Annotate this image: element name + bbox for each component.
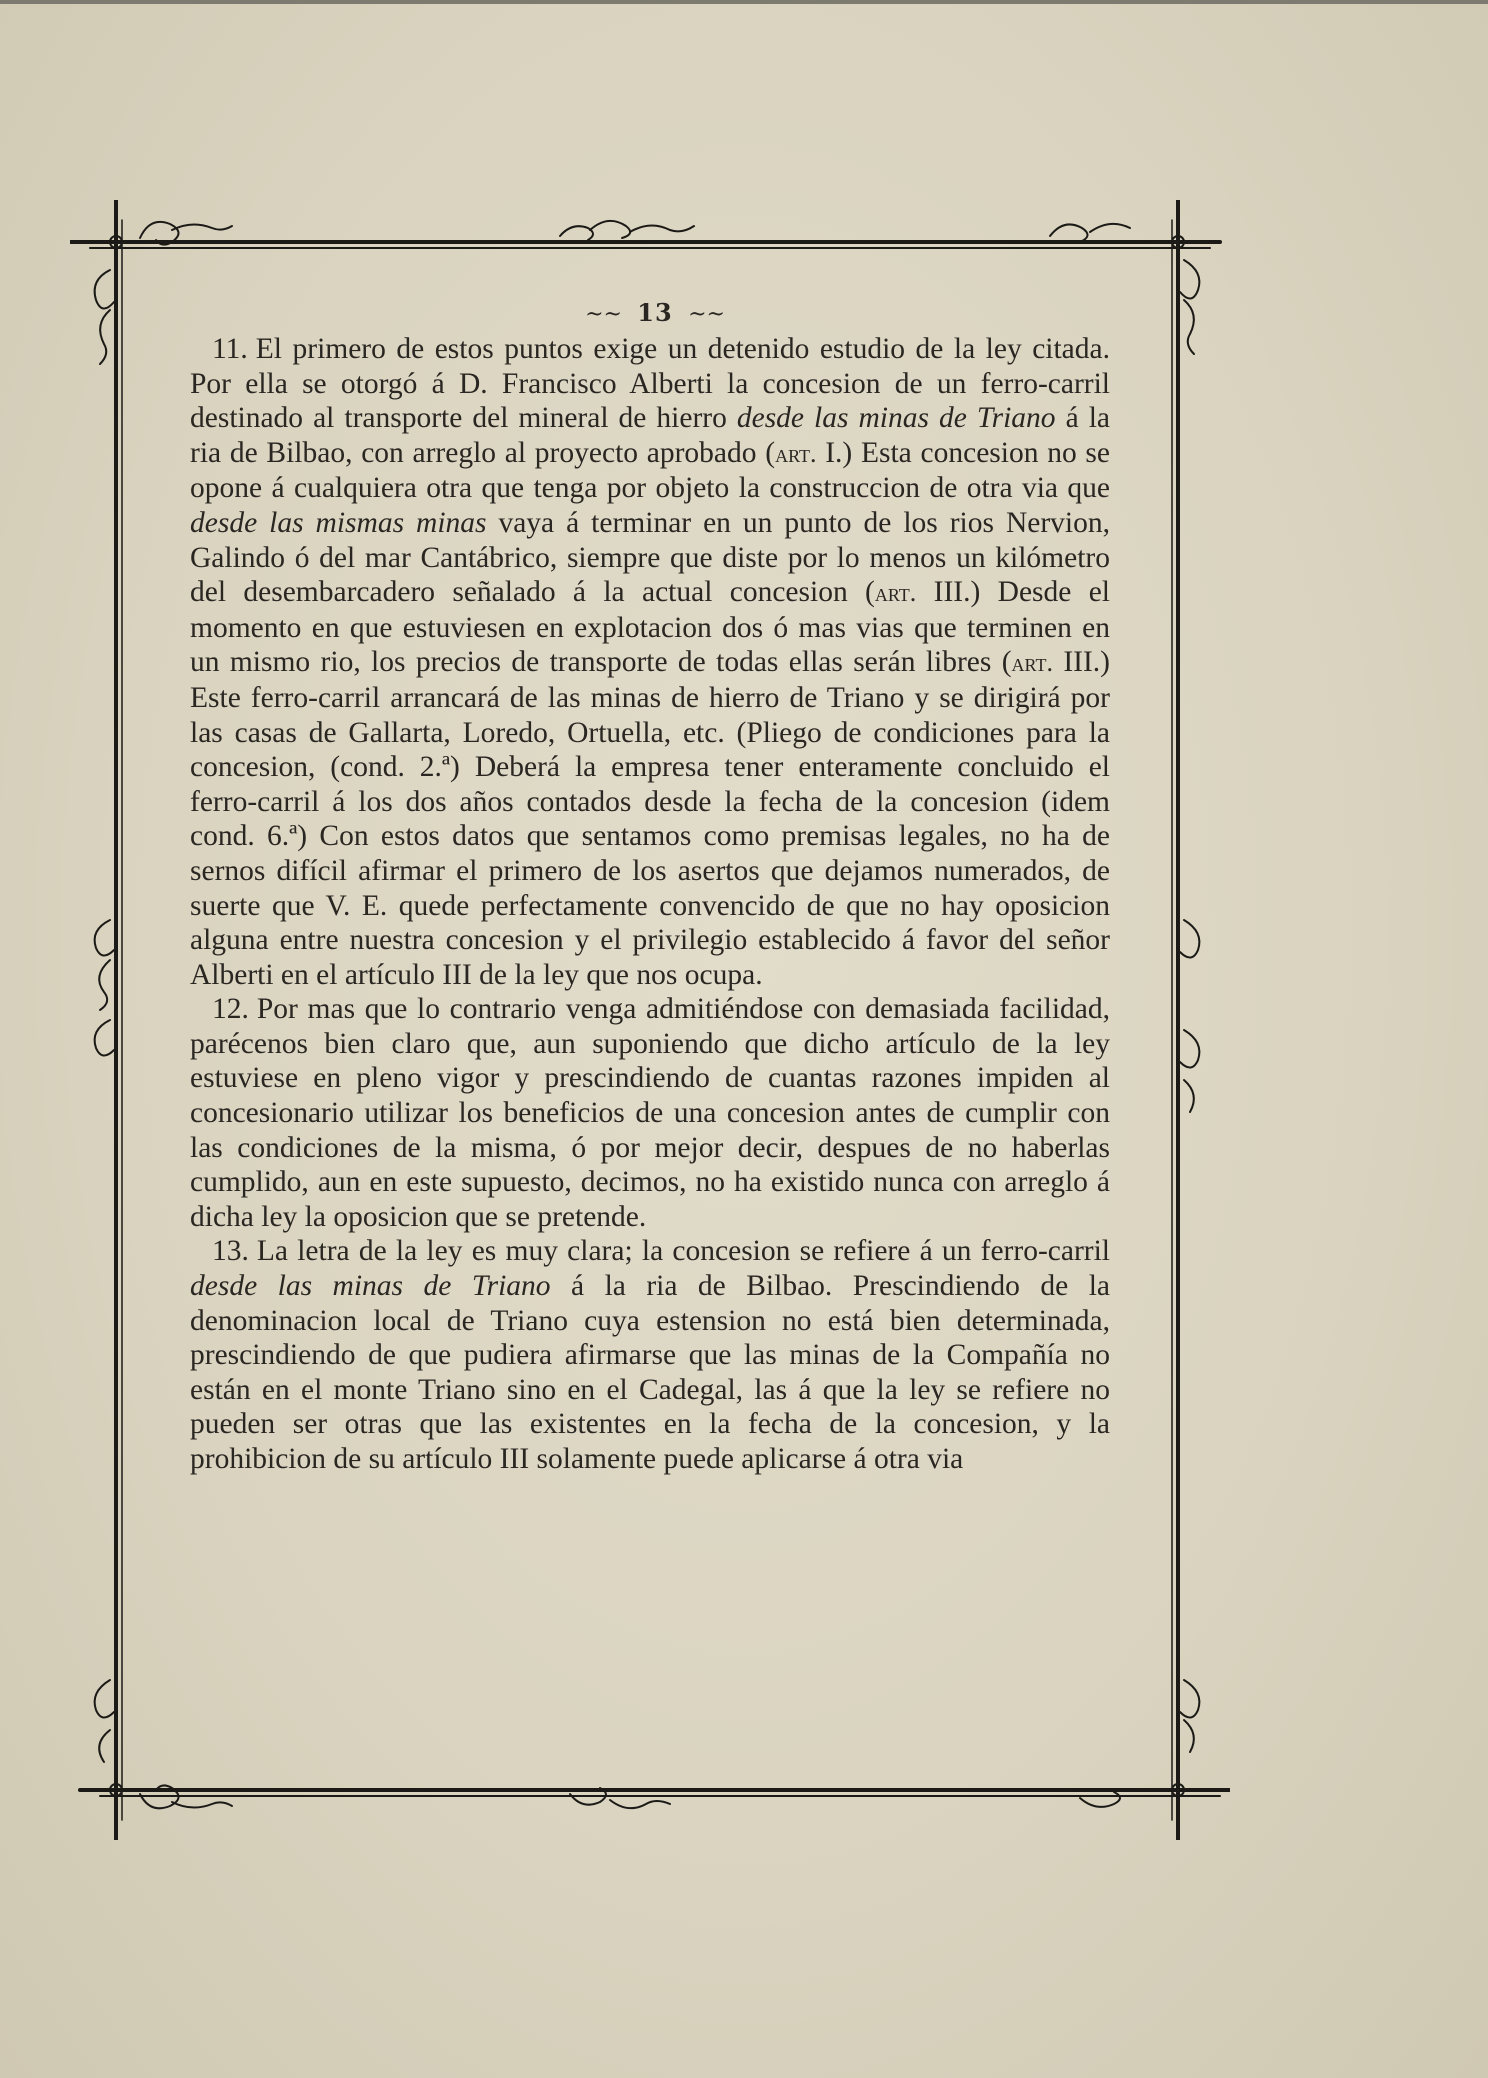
text-segment: art. bbox=[1011, 648, 1053, 678]
paragraph-p11 bbox=[190, 332, 1110, 992]
text-segment: El primero de estos puntos exige un detenido estudio de la ley citada. Por ella se otorgó á D. Francisco Alberti la concesion de un ferro-carril destinado al transporte del mineral de hierro bbox=[190, 333, 1110, 435]
text-segment: art. bbox=[775, 438, 817, 468]
paragraph-p12 bbox=[190, 992, 1110, 1234]
text-segment: á la ria de Bilbao, con arreglo al proyecto aprobado ( bbox=[190, 402, 1110, 469]
text-segment: á la ria de Bilbao. Prescindiendo de la denominacion local de Triano cuya estension no está bien determinada, prescindiendo de que pudiera afirmarse que las minas de la Compañía no están en el monte Triano sino en el Cadegal, las á que la ley se refiere no pueden ser otras que las existentes en la fecha de la concesion, y la prohibicion de su artículo III solamente puede aplicarse á otra via bbox=[190, 1270, 1110, 1475]
text-segment: La letra de la ley es muy clara; la concesion se refiere á un ferro-carril bbox=[256, 1235, 1110, 1268]
text-segment: desde las minas de Triano bbox=[190, 1270, 551, 1303]
text-segment: desde las mismas minas bbox=[190, 506, 487, 539]
text-segment: III.) Este ferro-carril arrancará de las minas de hierro de Triano y se dirigirá por las casas de Gallarta, Loredo, Ortuella, etc. (Pliego de condiciones para la concesion, (cond. 2.ª) Deberá la empresa tener enteramente concluido el ferro-carril á los dos años contados desde la fecha de la concesion (idem cond. 6.ª) Con estos datos que sentamos como premisas legales, no ha de sernos difícil afirmar el primero de los asertos que dejamos numerados, de suerte que V. E. quede perfectamente convencido de que no hay oposicion alguna entre nuestra concesion y el privilegio establecido á favor del señor Alberti en el artículo III de la ley que nos ocupa. bbox=[190, 646, 1111, 991]
paragraph-number: 12. bbox=[212, 993, 249, 1026]
paragraph-number: 13. bbox=[212, 1235, 249, 1268]
text-segment: desde las minas de Triano bbox=[736, 402, 1056, 435]
text-segment: III.) Desde el momento en que estuviesen en explotacion dos ó mas vias que terminen en un mismo rio, los precios de transporte de todas ellas serán libres ( bbox=[190, 576, 1111, 679]
page-number-value: 13 bbox=[637, 298, 673, 327]
paragraph-number: 11. bbox=[212, 333, 248, 365]
page-number-ornament-right: ~~ bbox=[688, 302, 725, 327]
text-segment: I.) Esta concesion no se opone á cualquiera otra que tenga por objeto la construccion de otra via que bbox=[190, 436, 1111, 505]
text-segment: vaya á terminar en un punto de los rios Nervion, Galindo ó del mar Cantábrico, siempre que diste por lo menos un kilómetro del desembarcadero señalado á la actual concesion ( bbox=[190, 506, 1110, 609]
text-segment: art. bbox=[874, 578, 917, 608]
page-number bbox=[0, 298, 1310, 327]
body-text bbox=[190, 332, 1110, 1477]
page-top-edge bbox=[0, 0, 1488, 4]
text-segment: Por mas que lo contrario venga admitiéndose con demasiada facilidad, parécenos bien claro que, aun suponiendo que dicho artículo de la ley estuviese en pleno vigor y prescindiendo de cuantas razones impiden al concesionario utilizar los beneficios de una concesion antes de cumplir con las condiciones de la misma, ó por mejor decir, despues de no haberlas cumplido, aun en este supuesto, decimos, no ha existido nunca con arreglo á dicha ley la oposicion que se pretende. bbox=[190, 993, 1110, 1233]
paragraph-p13 bbox=[190, 1234, 1110, 1476]
page-number-ornament-left: ~~ bbox=[585, 302, 622, 327]
